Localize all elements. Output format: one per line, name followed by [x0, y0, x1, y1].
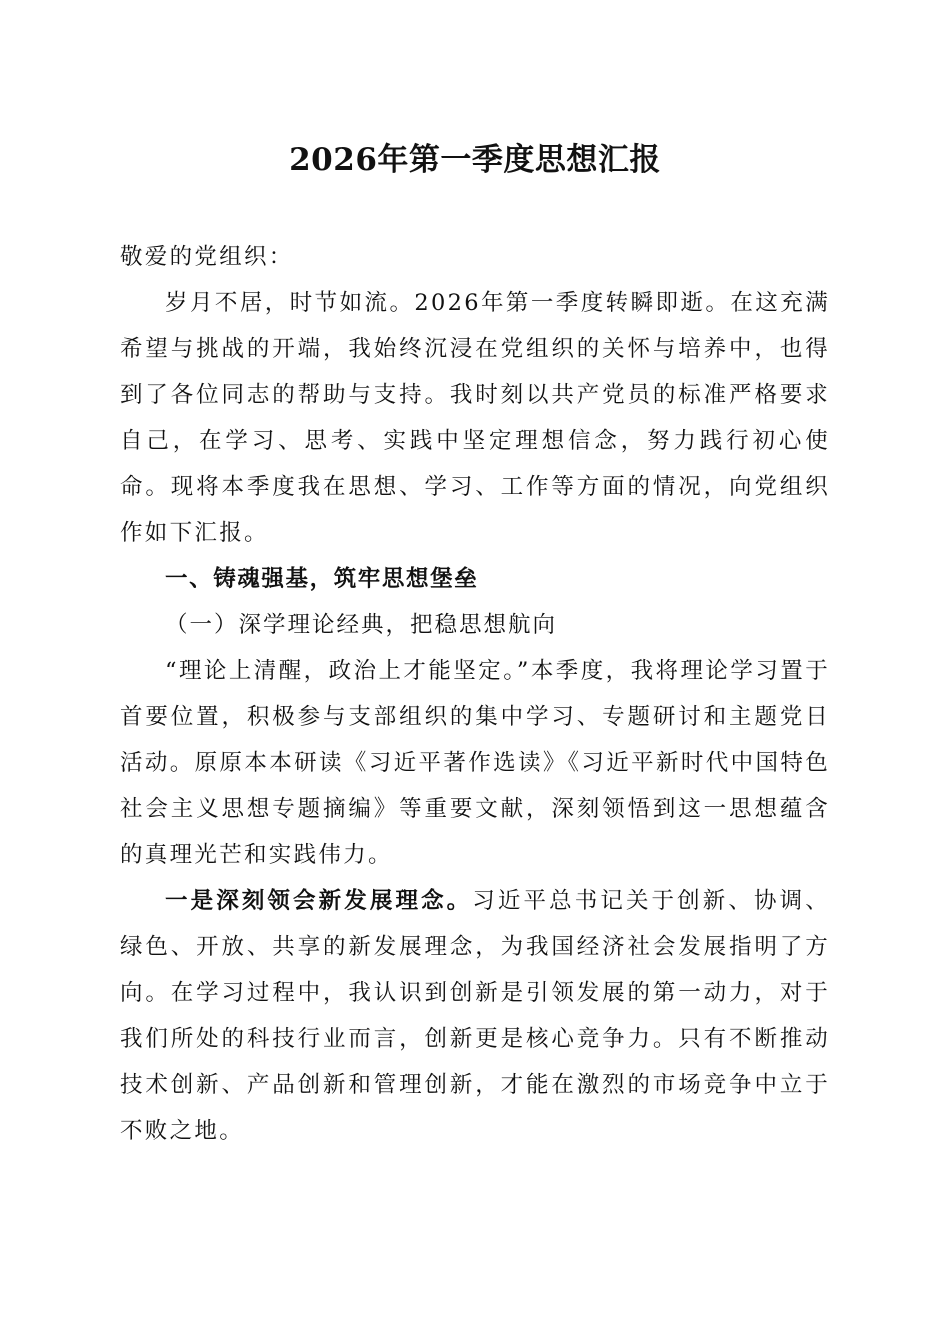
salutation: 敬爱的党组织： [120, 244, 294, 270]
intro-paragraph: 岁月不居，时节如流。2026年第一季度转瞬即逝。在这充满希望与挑战的开端，我始终沉浸在党组织的关怀与培养中，也得到了各位同志的帮助与支持。我时刻以共产党员的标准严格要求自己，在学习、思考、实践中坚定理想信念，努力践行初心使命。现将本季度我在思想、学习、工作等方面的情况，向党组织作如下汇报。 [120, 290, 830, 546]
paragraph-lead: 一是深刻领会新发展理念。 [165, 888, 473, 914]
document-body [120, 234, 830, 1154]
page-title: 2026年第一季度思想汇报 [289, 142, 661, 178]
paragraph-body: 习近平总书记关于创新、协调、绿色、开放、共享的新发展理念，为我国经济社会发展指明了方向。在学习过程中，我认识到创新是引领发展的第一动力，对于我们所处的科技行业而言，创新更是核心竞争力。只有不断推动技术创新、产品创新和管理创新，才能在激烈的市场竞争中立于不败之地。 [120, 888, 830, 1144]
theory-paragraph: “理论上清醒，政治上才能坚定。”本季度，我将理论学习置于首要位置，积极参与支部组织的集中学习、专题研讨和主题党日活动。原原本本研读《习近平著作选读》《习近平新时代中国特色社会主义思想专题摘编》等重要文献，深刻领悟到这一思想蕴含的真理光芒和实践伟力。 [120, 658, 830, 868]
development-paragraph [120, 878, 830, 1154]
subsection-heading: （一）深学理论经典，把稳思想航向 [165, 612, 558, 638]
section-heading: 一、铸魂强基，筑牢思想堡垒 [165, 566, 479, 592]
